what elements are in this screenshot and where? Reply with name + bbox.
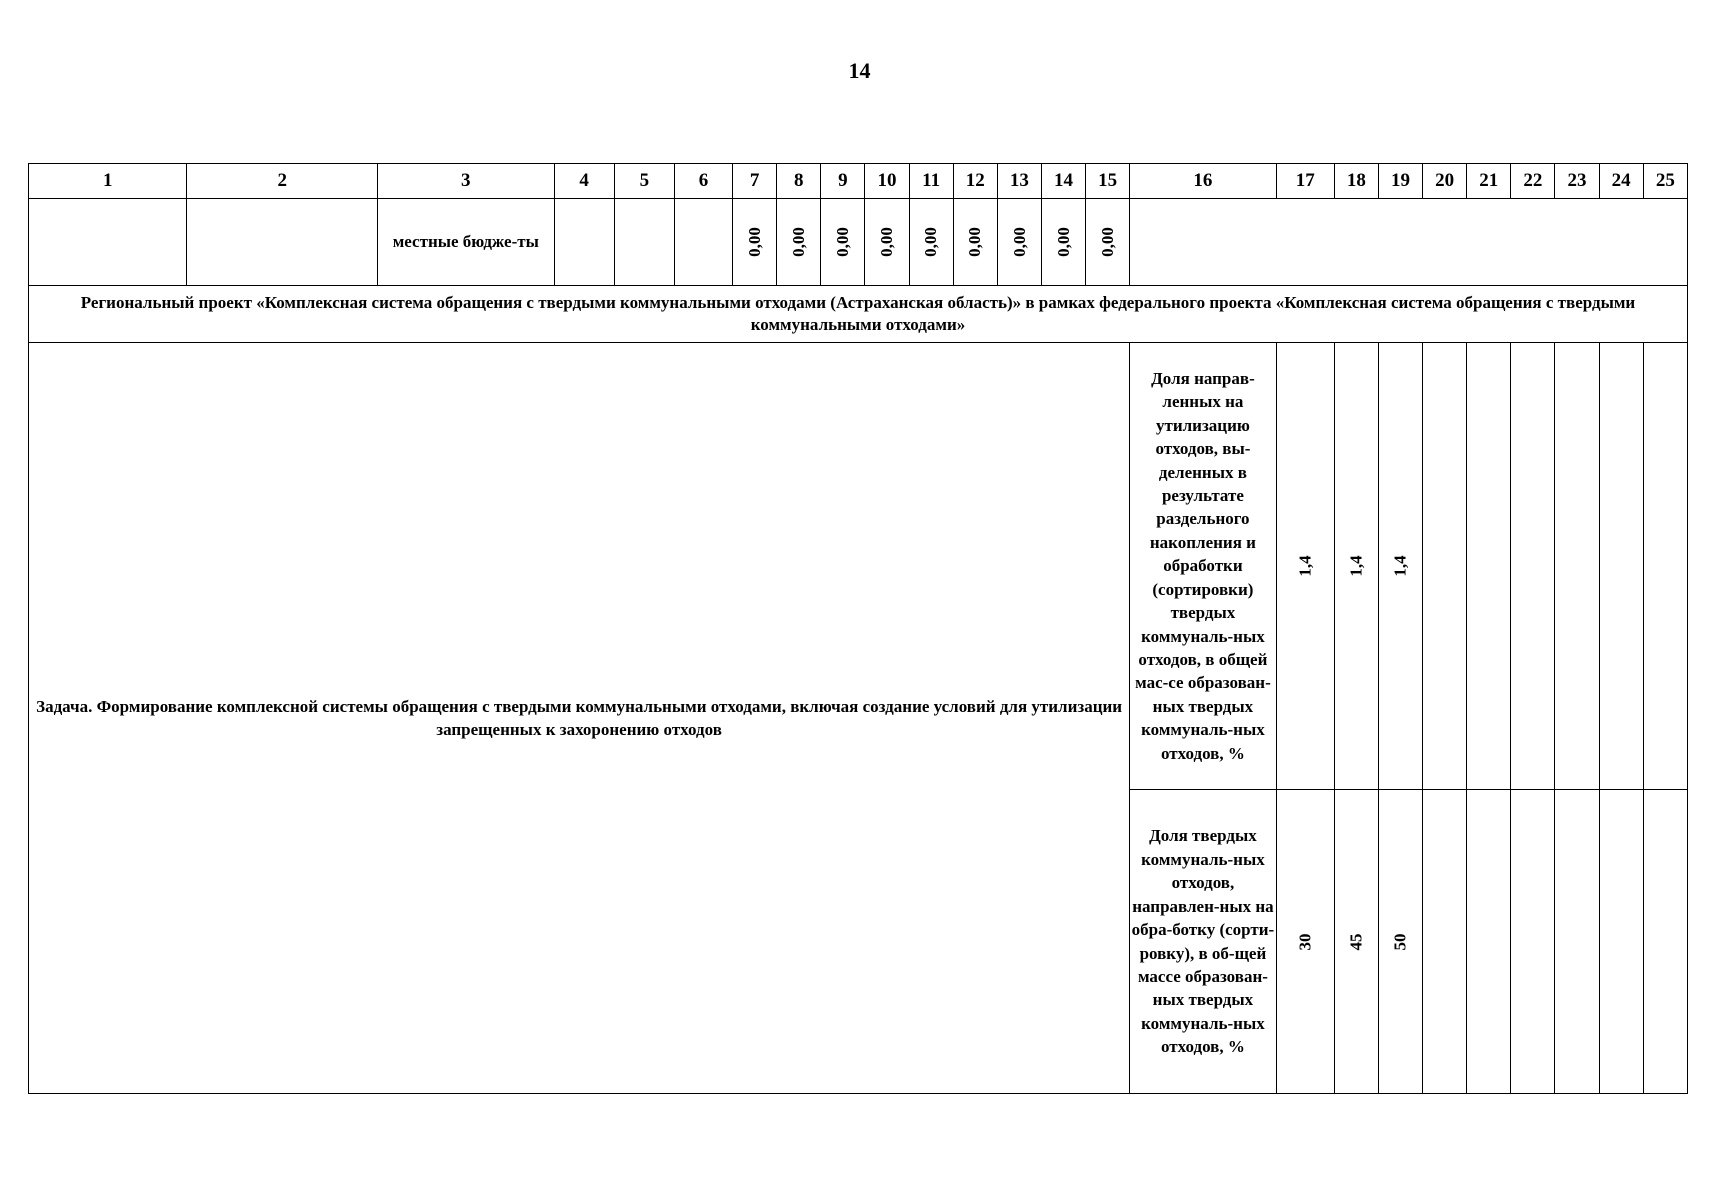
table-cell [821,199,865,286]
column-header: 9 [821,164,865,199]
column-header: 20 [1423,164,1467,199]
table-cell [1467,343,1511,790]
budget-value: 0,00 [1053,227,1073,257]
column-header: 11 [909,164,953,199]
column-header: 17 [1276,164,1334,199]
column-header: 22 [1511,164,1555,199]
column-header: 15 [1086,164,1130,199]
column-header: 7 [733,164,777,199]
table-cell [554,199,614,286]
table-cell [1423,790,1467,1094]
budget-value: 0,00 [965,227,985,257]
table-cell [1599,343,1643,790]
table-cell [1599,790,1643,1094]
indicator-row [29,343,1688,790]
budget-value: 0,00 [1097,227,1117,257]
table-cell [1334,343,1378,790]
column-header: 24 [1599,164,1643,199]
column-header: 1 [29,164,187,199]
table-cell [614,199,674,286]
column-header: 8 [777,164,821,199]
table-cell [865,199,909,286]
column-header: 19 [1378,164,1422,199]
table-cell [1130,199,1688,286]
budget-value: 0,00 [877,227,897,257]
table-cell [1555,343,1599,790]
indicator-value: 1,4 [1295,555,1315,577]
program-table [28,163,1688,1094]
table-cell [29,199,187,286]
budget-value: 0,00 [744,227,764,257]
table-cell [733,199,777,286]
column-header: 25 [1643,164,1687,199]
table-cell [1423,343,1467,790]
table-cell [1467,790,1511,1094]
budget-value: 0,00 [921,227,941,257]
table-cell [777,199,821,286]
table-cell [1511,790,1555,1094]
table-cell [1276,343,1334,790]
indicator-name: Доля твердых коммуналь-ных отходов, направлен-ных на обра-ботку (сорти-ровку), в об-щей массе образован-ных твердых коммуналь-ных отходов, % [1130,790,1276,1094]
budget-row [29,199,1688,286]
table-cell [1511,343,1555,790]
indicator-value: 45 [1346,933,1366,950]
table-cell [1555,790,1599,1094]
table-cell [1378,790,1422,1094]
column-header: 5 [614,164,674,199]
column-header-row [29,164,1688,199]
column-header: 3 [378,164,555,199]
table-cell [1276,790,1334,1094]
budget-value: 0,00 [832,227,852,257]
regional-project-title: Региональный проект «Комплексная система обращения с твердыми коммунальными отходами (Астраханская область)» в рамках федерального проекта «Комплексная система обращения с твердыми коммунальными отходами» [29,286,1688,343]
table-cell [1643,343,1687,790]
table-cell [1643,790,1687,1094]
page-number: 14 [848,58,871,83]
section-row [29,286,1688,343]
column-header: 16 [1130,164,1276,199]
indicator-value: 50 [1390,933,1410,950]
table-cell [187,199,378,286]
table-cell [1378,343,1422,790]
table-cell [997,199,1041,286]
budget-value: 0,00 [1009,227,1029,257]
indicator-value: 1,4 [1390,555,1410,577]
indicator-value: 30 [1295,933,1315,950]
column-header: 18 [1334,164,1378,199]
column-header: 13 [997,164,1041,199]
indicator-name: Доля направ-ленных на утилизацию отходов, вы-деленных в результате раздельного накопления и обработки (сортировки) твердых коммуналь-ных отходов, в общей мас-се образован-ных твердых коммуналь-ных отходов, % [1130,343,1276,790]
column-header: 21 [1467,164,1511,199]
table-cell [909,199,953,286]
column-header: 4 [554,164,614,199]
table-cell [674,199,732,286]
table-cell [1334,790,1378,1094]
column-header: 14 [1041,164,1085,199]
column-header: 10 [865,164,909,199]
table-cell [1041,199,1085,286]
indicator-value: 1,4 [1346,555,1366,577]
column-header: 2 [187,164,378,199]
column-header: 6 [674,164,732,199]
task-description: Задача. Формирование комплексной системы обращения с твердыми коммунальными отходами, включая создание условий для утилизации запрещенных к захоронению отходов [29,343,1130,1094]
budget-source-label: местные бюдже-ты [378,199,555,286]
table-cell [953,199,997,286]
budget-value: 0,00 [788,227,808,257]
table-cell [1086,199,1130,286]
column-header: 12 [953,164,997,199]
column-header: 23 [1555,164,1599,199]
